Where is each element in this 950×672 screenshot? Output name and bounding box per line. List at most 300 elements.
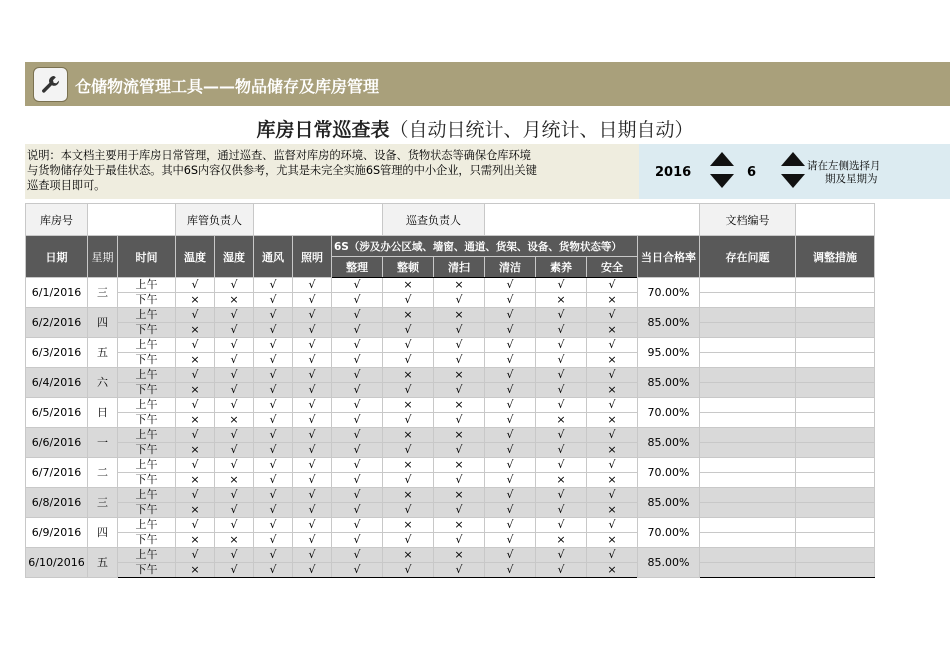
check-mark-cell[interactable]: √ xyxy=(383,563,434,578)
check-mark-cell[interactable]: √ xyxy=(332,488,383,503)
check-mark-cell[interactable]: √ xyxy=(215,518,254,533)
check-mark-cell[interactable]: √ xyxy=(215,548,254,563)
check-mark-cell[interactable]: √ xyxy=(254,428,293,443)
check-mark-cell[interactable]: √ xyxy=(485,533,536,548)
check-mark-cell[interactable]: √ xyxy=(485,488,536,503)
check-mark-cell[interactable]: × xyxy=(176,563,215,578)
check-mark-cell[interactable]: √ xyxy=(254,473,293,488)
check-mark-cell[interactable]: √ xyxy=(434,293,485,308)
table-row xyxy=(26,413,875,428)
issues-cell[interactable] xyxy=(700,398,796,413)
measures-cell[interactable] xyxy=(796,293,875,308)
check-mark-cell[interactable]: × xyxy=(587,323,638,338)
check-mark-cell[interactable]: √ xyxy=(485,548,536,563)
issues-cell[interactable] xyxy=(700,563,796,578)
check-mark-cell[interactable]: √ xyxy=(293,458,332,473)
check-mark-cell[interactable]: × xyxy=(536,533,587,548)
check-mark-cell[interactable]: √ xyxy=(332,368,383,383)
check-mark-cell[interactable]: √ xyxy=(176,308,215,323)
keeper-field[interactable] xyxy=(254,204,383,236)
pass-rate-cell: 85.00% xyxy=(638,308,700,338)
check-mark-cell[interactable]: √ xyxy=(332,383,383,398)
date-cell: 6/2/2016 xyxy=(26,308,88,338)
check-mark-cell[interactable]: √ xyxy=(254,398,293,413)
pass-rate-cell: 85.00% xyxy=(638,428,700,458)
issues-cell[interactable] xyxy=(700,278,796,293)
check-mark-cell[interactable]: × xyxy=(383,278,434,293)
spin-down-icon[interactable] xyxy=(781,174,805,188)
issues-cell[interactable] xyxy=(700,308,796,323)
table-row xyxy=(26,338,875,353)
check-mark-cell[interactable]: √ xyxy=(587,428,638,443)
check-mark-cell[interactable]: √ xyxy=(536,548,587,563)
check-mark-cell[interactable]: √ xyxy=(215,428,254,443)
check-mark-cell[interactable]: √ xyxy=(176,368,215,383)
doc-no-label: 文档编号 xyxy=(700,204,796,236)
check-mark-cell[interactable]: √ xyxy=(215,383,254,398)
check-mark-cell[interactable]: √ xyxy=(485,278,536,293)
check-mark-cell[interactable]: √ xyxy=(254,383,293,398)
check-mark-cell[interactable]: × xyxy=(434,518,485,533)
check-mark-cell[interactable]: √ xyxy=(485,353,536,368)
time-cell: 下午 xyxy=(118,533,176,548)
hint-line: 期及星期为 xyxy=(825,173,878,185)
check-mark-cell[interactable]: √ xyxy=(332,308,383,323)
check-mark-cell[interactable]: × xyxy=(434,278,485,293)
check-mark-cell[interactable]: × xyxy=(587,413,638,428)
check-mark-cell[interactable]: √ xyxy=(254,458,293,473)
check-mark-cell[interactable]: √ xyxy=(293,533,332,548)
col-week: 星期 xyxy=(88,236,118,278)
check-mark-cell[interactable]: × xyxy=(587,293,638,308)
check-mark-cell[interactable]: × xyxy=(587,533,638,548)
check-mark-cell[interactable]: √ xyxy=(293,383,332,398)
check-mark-cell[interactable]: √ xyxy=(434,443,485,458)
pass-rate-cell: 85.00% xyxy=(638,548,700,578)
header-row xyxy=(26,236,875,257)
spin-up-icon[interactable] xyxy=(710,152,734,166)
check-mark-cell[interactable]: √ xyxy=(254,443,293,458)
table-row xyxy=(26,353,875,368)
measures-cell[interactable] xyxy=(796,323,875,338)
check-mark-cell[interactable]: √ xyxy=(434,503,485,518)
check-mark-cell[interactable]: × xyxy=(176,293,215,308)
check-mark-cell[interactable]: √ xyxy=(485,563,536,578)
spin-up-icon[interactable] xyxy=(781,152,805,166)
year-spinner[interactable] xyxy=(709,152,735,192)
month-spinner[interactable] xyxy=(780,152,806,192)
time-cell: 上午 xyxy=(118,518,176,533)
check-mark-cell[interactable]: × xyxy=(215,533,254,548)
table-row xyxy=(26,443,875,458)
check-mark-cell[interactable]: √ xyxy=(332,458,383,473)
check-mark-cell[interactable]: √ xyxy=(254,533,293,548)
week-cell: 日 xyxy=(88,398,118,428)
check-mark-cell[interactable]: × xyxy=(215,293,254,308)
time-cell: 下午 xyxy=(118,413,176,428)
check-mark-cell[interactable]: √ xyxy=(536,488,587,503)
check-mark-cell[interactable]: √ xyxy=(215,443,254,458)
check-mark-cell[interactable]: √ xyxy=(536,428,587,443)
check-mark-cell[interactable]: × xyxy=(434,488,485,503)
check-mark-cell[interactable]: √ xyxy=(332,518,383,533)
check-mark-cell[interactable]: √ xyxy=(215,488,254,503)
issues-cell[interactable] xyxy=(700,353,796,368)
table-row xyxy=(26,383,875,398)
check-mark-cell[interactable]: √ xyxy=(587,278,638,293)
check-mark-cell[interactable]: √ xyxy=(293,323,332,338)
check-mark-cell[interactable]: × xyxy=(434,308,485,323)
check-mark-cell[interactable]: √ xyxy=(215,338,254,353)
measures-cell[interactable] xyxy=(796,308,875,323)
check-mark-cell[interactable]: √ xyxy=(332,548,383,563)
check-mark-cell[interactable]: √ xyxy=(434,533,485,548)
check-mark-cell[interactable]: √ xyxy=(383,323,434,338)
check-mark-cell[interactable]: × xyxy=(587,503,638,518)
issues-cell[interactable] xyxy=(700,443,796,458)
check-mark-cell[interactable]: √ xyxy=(332,563,383,578)
check-mark-cell[interactable]: √ xyxy=(587,398,638,413)
check-mark-cell[interactable]: √ xyxy=(254,413,293,428)
check-mark-cell[interactable]: × xyxy=(536,293,587,308)
check-mark-cell[interactable]: √ xyxy=(434,353,485,368)
check-mark-cell[interactable]: √ xyxy=(293,308,332,323)
check-mark-cell[interactable]: √ xyxy=(485,473,536,488)
check-mark-cell[interactable]: √ xyxy=(383,533,434,548)
check-mark-cell[interactable]: √ xyxy=(293,338,332,353)
issues-cell[interactable] xyxy=(700,548,796,563)
check-mark-cell[interactable]: × xyxy=(383,428,434,443)
check-mark-cell[interactable]: √ xyxy=(332,443,383,458)
measures-cell[interactable] xyxy=(796,518,875,533)
check-mark-cell[interactable]: √ xyxy=(215,458,254,473)
issues-cell[interactable] xyxy=(700,503,796,518)
check-mark-cell[interactable]: √ xyxy=(254,323,293,338)
check-mark-cell[interactable]: √ xyxy=(485,383,536,398)
week-cell: 四 xyxy=(88,518,118,548)
check-mark-cell[interactable]: √ xyxy=(215,563,254,578)
check-mark-cell[interactable]: × xyxy=(434,458,485,473)
col-sort: 整理 xyxy=(332,257,383,278)
check-mark-cell[interactable]: √ xyxy=(485,458,536,473)
check-mark-cell[interactable]: √ xyxy=(536,518,587,533)
measures-cell[interactable] xyxy=(796,278,875,293)
check-mark-cell[interactable]: √ xyxy=(254,563,293,578)
check-mark-cell[interactable]: √ xyxy=(485,308,536,323)
spin-down-icon[interactable] xyxy=(710,174,734,188)
measures-cell[interactable] xyxy=(796,503,875,518)
check-mark-cell[interactable]: × xyxy=(176,473,215,488)
check-mark-cell[interactable]: × xyxy=(176,413,215,428)
check-mark-cell[interactable]: √ xyxy=(332,353,383,368)
check-mark-cell[interactable]: × xyxy=(176,323,215,338)
check-mark-cell[interactable]: √ xyxy=(536,323,587,338)
check-mark-cell[interactable]: × xyxy=(536,473,587,488)
check-mark-cell[interactable]: × xyxy=(176,383,215,398)
check-mark-cell[interactable]: √ xyxy=(254,518,293,533)
col-pass-rate: 当日合格率 xyxy=(638,236,700,278)
check-mark-cell[interactable]: √ xyxy=(485,338,536,353)
check-mark-cell[interactable]: √ xyxy=(254,488,293,503)
check-mark-cell[interactable]: √ xyxy=(293,473,332,488)
measures-cell[interactable] xyxy=(796,488,875,503)
check-mark-cell[interactable]: × xyxy=(176,533,215,548)
check-mark-cell[interactable]: √ xyxy=(293,413,332,428)
check-mark-cell[interactable]: √ xyxy=(485,323,536,338)
date-control-panel xyxy=(639,144,950,199)
banner-title: 仓储物流管理工具——物品储存及库房管理 xyxy=(75,77,380,96)
measures-cell[interactable] xyxy=(796,548,875,563)
col-temperature: 温度 xyxy=(176,236,215,278)
week-cell: 一 xyxy=(88,428,118,458)
check-mark-cell[interactable]: √ xyxy=(215,398,254,413)
time-cell: 上午 xyxy=(118,308,176,323)
week-cell: 三 xyxy=(88,488,118,518)
check-mark-cell[interactable]: √ xyxy=(434,563,485,578)
check-mark-cell[interactable]: √ xyxy=(332,293,383,308)
check-mark-cell[interactable]: √ xyxy=(587,488,638,503)
check-mark-cell[interactable]: × xyxy=(434,548,485,563)
check-mark-cell[interactable]: × xyxy=(215,413,254,428)
measures-cell[interactable] xyxy=(796,443,875,458)
measures-cell[interactable] xyxy=(796,413,875,428)
check-mark-cell[interactable]: √ xyxy=(293,368,332,383)
check-mark-cell[interactable]: √ xyxy=(434,473,485,488)
check-mark-cell[interactable]: × xyxy=(383,488,434,503)
measures-cell[interactable] xyxy=(796,338,875,353)
table-row xyxy=(26,518,875,533)
col-six-s: 6S（涉及办公区域、墙窗、通道、货架、设备、货物状态等） xyxy=(332,236,638,257)
pass-rate-cell: 70.00% xyxy=(638,518,700,548)
check-mark-cell[interactable]: √ xyxy=(293,548,332,563)
check-mark-cell[interactable]: × xyxy=(176,353,215,368)
check-mark-cell[interactable]: √ xyxy=(434,413,485,428)
check-mark-cell[interactable]: √ xyxy=(332,473,383,488)
check-mark-cell[interactable]: √ xyxy=(332,428,383,443)
measures-cell[interactable] xyxy=(796,398,875,413)
issues-cell[interactable] xyxy=(700,488,796,503)
check-mark-cell[interactable]: √ xyxy=(485,398,536,413)
check-mark-cell[interactable]: √ xyxy=(254,548,293,563)
measures-cell[interactable] xyxy=(796,473,875,488)
measures-cell[interactable] xyxy=(796,458,875,473)
check-mark-cell[interactable]: √ xyxy=(536,353,587,368)
check-mark-cell[interactable]: √ xyxy=(383,338,434,353)
check-mark-cell[interactable]: √ xyxy=(383,473,434,488)
check-mark-cell[interactable]: √ xyxy=(485,293,536,308)
month-value: 6 xyxy=(747,165,757,180)
check-mark-cell[interactable]: × xyxy=(176,443,215,458)
check-mark-cell[interactable]: √ xyxy=(293,503,332,518)
check-mark-cell[interactable]: √ xyxy=(536,398,587,413)
check-mark-cell[interactable]: √ xyxy=(176,488,215,503)
issues-cell[interactable] xyxy=(700,473,796,488)
issues-cell[interactable] xyxy=(700,368,796,383)
issues-cell[interactable] xyxy=(700,413,796,428)
check-mark-cell[interactable]: √ xyxy=(332,413,383,428)
issues-cell[interactable] xyxy=(700,518,796,533)
check-mark-cell[interactable]: √ xyxy=(332,338,383,353)
doc-no-field[interactable] xyxy=(796,204,875,236)
check-mark-cell[interactable]: √ xyxy=(176,338,215,353)
date-cell: 6/4/2016 xyxy=(26,368,88,398)
issues-cell[interactable] xyxy=(700,428,796,443)
check-mark-cell[interactable]: √ xyxy=(383,353,434,368)
check-mark-cell[interactable]: √ xyxy=(254,308,293,323)
check-mark-cell[interactable]: √ xyxy=(293,443,332,458)
check-mark-cell[interactable]: √ xyxy=(485,503,536,518)
check-mark-cell[interactable]: √ xyxy=(485,443,536,458)
check-mark-cell[interactable]: √ xyxy=(215,503,254,518)
check-mark-cell[interactable]: √ xyxy=(587,368,638,383)
issues-cell[interactable] xyxy=(700,338,796,353)
check-mark-cell[interactable]: √ xyxy=(383,443,434,458)
check-mark-cell[interactable]: √ xyxy=(485,428,536,443)
check-mark-cell[interactable]: √ xyxy=(383,293,434,308)
info-row xyxy=(26,204,875,236)
check-mark-cell[interactable]: √ xyxy=(293,293,332,308)
measures-cell[interactable] xyxy=(796,563,875,578)
check-mark-cell[interactable]: √ xyxy=(332,278,383,293)
pass-rate-cell: 85.00% xyxy=(638,368,700,398)
col-lighting: 照明 xyxy=(293,236,332,278)
check-mark-cell[interactable]: √ xyxy=(176,518,215,533)
check-mark-cell[interactable]: × xyxy=(215,473,254,488)
date-cell: 6/1/2016 xyxy=(26,278,88,308)
check-mark-cell[interactable]: √ xyxy=(293,398,332,413)
measures-cell[interactable] xyxy=(796,368,875,383)
check-mark-cell[interactable]: √ xyxy=(176,428,215,443)
col-literacy: 素养 xyxy=(536,257,587,278)
check-mark-cell[interactable]: √ xyxy=(332,503,383,518)
time-cell: 下午 xyxy=(118,293,176,308)
issues-cell[interactable] xyxy=(700,533,796,548)
check-mark-cell[interactable]: × xyxy=(176,503,215,518)
check-mark-cell[interactable]: √ xyxy=(254,368,293,383)
check-mark-cell[interactable]: √ xyxy=(485,518,536,533)
check-mark-cell[interactable]: √ xyxy=(293,518,332,533)
measures-cell[interactable] xyxy=(796,383,875,398)
check-mark-cell[interactable]: × xyxy=(434,428,485,443)
check-mark-cell[interactable]: × xyxy=(383,518,434,533)
check-mark-cell[interactable]: √ xyxy=(293,353,332,368)
issues-cell[interactable] xyxy=(700,293,796,308)
check-mark-cell[interactable]: × xyxy=(383,308,434,323)
check-mark-cell[interactable]: √ xyxy=(293,428,332,443)
check-mark-cell[interactable]: √ xyxy=(587,548,638,563)
check-mark-cell[interactable]: × xyxy=(383,458,434,473)
check-mark-cell[interactable]: √ xyxy=(254,338,293,353)
check-mark-cell[interactable]: × xyxy=(587,383,638,398)
check-mark-cell[interactable]: × xyxy=(383,398,434,413)
check-mark-cell[interactable]: √ xyxy=(536,458,587,473)
check-mark-cell[interactable]: √ xyxy=(176,548,215,563)
check-mark-cell[interactable]: √ xyxy=(254,278,293,293)
check-mark-cell[interactable]: √ xyxy=(536,308,587,323)
check-mark-cell[interactable]: √ xyxy=(293,278,332,293)
pass-rate-cell: 70.00% xyxy=(638,398,700,428)
issues-cell[interactable] xyxy=(700,383,796,398)
check-mark-cell[interactable]: × xyxy=(587,563,638,578)
warehouse-no-label: 库房号 xyxy=(26,204,88,236)
check-mark-cell[interactable]: √ xyxy=(293,563,332,578)
check-mark-cell[interactable]: × xyxy=(383,368,434,383)
check-mark-cell[interactable]: × xyxy=(587,443,638,458)
check-mark-cell[interactable]: √ xyxy=(587,338,638,353)
check-mark-cell[interactable]: √ xyxy=(434,383,485,398)
check-mark-cell[interactable]: √ xyxy=(215,278,254,293)
check-mark-cell[interactable]: √ xyxy=(383,413,434,428)
check-mark-cell[interactable]: √ xyxy=(536,563,587,578)
check-mark-cell[interactable]: √ xyxy=(383,383,434,398)
title-banner xyxy=(25,62,950,106)
pass-rate-cell: 70.00% xyxy=(638,458,700,488)
check-mark-cell[interactable]: √ xyxy=(176,458,215,473)
measures-cell[interactable] xyxy=(796,353,875,368)
issues-cell[interactable] xyxy=(700,323,796,338)
check-mark-cell[interactable]: √ xyxy=(536,383,587,398)
measures-cell[interactable] xyxy=(796,533,875,548)
check-mark-cell[interactable]: √ xyxy=(332,398,383,413)
week-cell: 五 xyxy=(88,338,118,368)
check-mark-cell[interactable]: √ xyxy=(536,278,587,293)
check-mark-cell[interactable]: √ xyxy=(176,278,215,293)
check-mark-cell[interactable]: √ xyxy=(215,368,254,383)
issues-cell[interactable] xyxy=(700,458,796,473)
check-mark-cell[interactable]: × xyxy=(587,353,638,368)
check-mark-cell[interactable]: √ xyxy=(254,293,293,308)
table-row xyxy=(26,488,875,503)
check-mark-cell[interactable]: √ xyxy=(587,518,638,533)
check-mark-cell[interactable]: √ xyxy=(434,338,485,353)
check-mark-cell[interactable]: √ xyxy=(383,503,434,518)
check-mark-cell[interactable]: √ xyxy=(332,323,383,338)
check-mark-cell[interactable]: √ xyxy=(254,353,293,368)
check-mark-cell[interactable]: √ xyxy=(254,503,293,518)
check-mark-cell[interactable]: √ xyxy=(587,458,638,473)
check-mark-cell[interactable]: √ xyxy=(215,353,254,368)
inspector-field[interactable] xyxy=(485,204,700,236)
check-mark-cell[interactable]: √ xyxy=(215,308,254,323)
check-mark-cell[interactable]: √ xyxy=(485,413,536,428)
check-mark-cell[interactable]: × xyxy=(383,548,434,563)
check-mark-cell[interactable]: √ xyxy=(485,368,536,383)
col-issues: 存在问题 xyxy=(700,236,796,278)
col-measures: 调整措施 xyxy=(796,236,875,278)
check-mark-cell[interactable]: × xyxy=(434,398,485,413)
check-mark-cell[interactable]: √ xyxy=(176,398,215,413)
check-mark-cell[interactable]: √ xyxy=(215,323,254,338)
check-mark-cell[interactable]: √ xyxy=(536,368,587,383)
check-mark-cell[interactable]: √ xyxy=(536,503,587,518)
check-mark-cell[interactable]: √ xyxy=(536,338,587,353)
time-cell: 上午 xyxy=(118,368,176,383)
check-mark-cell[interactable]: √ xyxy=(293,488,332,503)
check-mark-cell[interactable]: × xyxy=(587,473,638,488)
check-mark-cell[interactable]: × xyxy=(536,413,587,428)
table-row xyxy=(26,323,875,338)
check-mark-cell[interactable]: × xyxy=(434,368,485,383)
check-mark-cell[interactable]: √ xyxy=(536,443,587,458)
check-mark-cell[interactable]: √ xyxy=(434,323,485,338)
check-mark-cell[interactable]: √ xyxy=(587,308,638,323)
time-cell: 上午 xyxy=(118,398,176,413)
check-mark-cell[interactable]: √ xyxy=(332,533,383,548)
date-cell: 6/9/2016 xyxy=(26,518,88,548)
warehouse-no-field[interactable] xyxy=(88,204,176,236)
page-title xyxy=(0,115,950,142)
measures-cell[interactable] xyxy=(796,428,875,443)
